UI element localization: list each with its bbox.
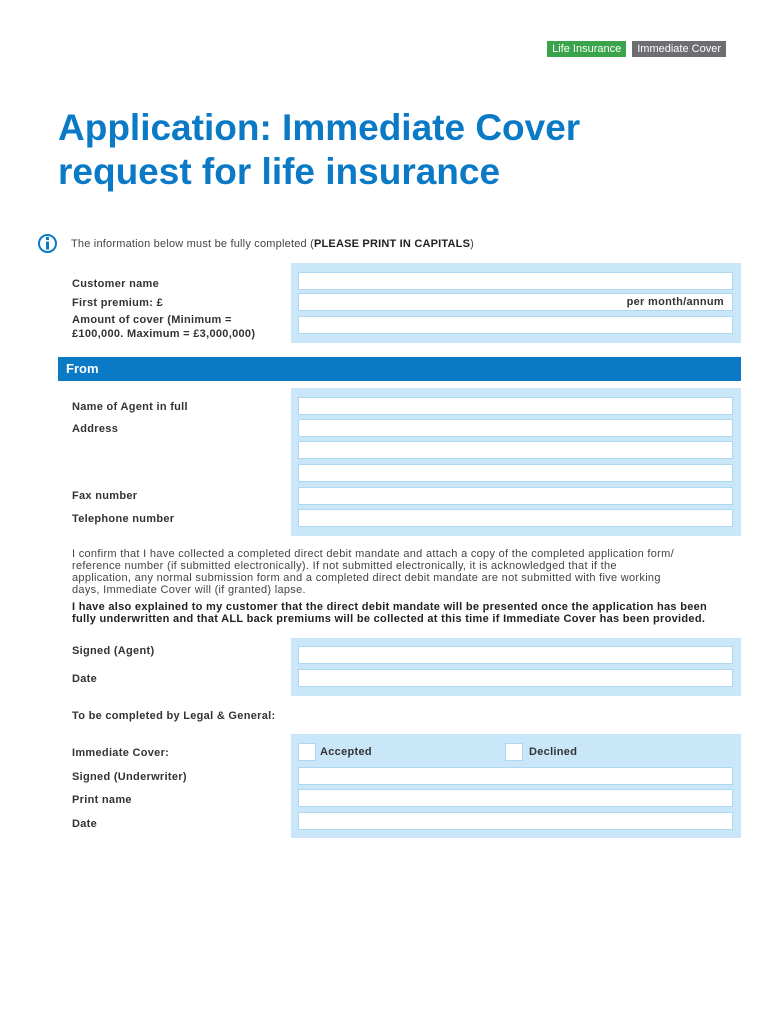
address-field-3[interactable] xyxy=(298,464,733,482)
info-text: The information below must be fully completed (PLEASE PRINT IN CAPITALS) xyxy=(71,237,474,250)
premium-frequency-label: per month/annum xyxy=(626,296,724,308)
fax-number-label: Fax number xyxy=(72,490,138,502)
telephone-number-field[interactable] xyxy=(298,509,733,527)
declined-label: Declined xyxy=(529,746,578,758)
amount-of-cover-label: Amount of cover (Minimum = £100,000. Maximum = £3,000,000) xyxy=(72,314,256,340)
immediate-cover-label: Immediate Cover: xyxy=(72,747,170,759)
underwriter-date-field[interactable] xyxy=(298,812,733,830)
agent-date-label: Date xyxy=(72,673,98,685)
fax-number-field[interactable] xyxy=(298,487,733,505)
page-title xyxy=(58,106,580,194)
signed-agent-field[interactable] xyxy=(298,646,733,664)
signed-underwriter-label: Signed (Underwriter) xyxy=(72,771,187,783)
first-premium-field[interactable] xyxy=(298,293,733,311)
print-name-label: Print name xyxy=(72,794,132,806)
signed-underwriter-field[interactable] xyxy=(298,767,733,785)
header-tags xyxy=(547,41,726,57)
info-icon xyxy=(38,234,57,253)
customer-name-field[interactable] xyxy=(298,272,733,290)
title-line-2: request for life insurance xyxy=(58,151,501,192)
first-premium-label: First premium: £ xyxy=(72,297,163,309)
print-name-field[interactable] xyxy=(298,789,733,807)
customer-name-label: Customer name xyxy=(72,278,160,290)
amount-of-cover-field[interactable] xyxy=(298,316,733,334)
declaration-text: I confirm that I have collected a completed direct debit mandate and attach a copy of the completed application form/ reference number (if submitted electronically). If not submitted electronically, it is acknowledged that if the application, any normal submission form and a completed direct debit mandate are not submitted with five working days, Immediate Cover will (if granted) lapse. xyxy=(72,548,674,596)
address-field-1[interactable] xyxy=(298,419,733,437)
legal-general-heading: To be completed by Legal & General: xyxy=(72,710,276,722)
tag-immediate-cover: Immediate Cover xyxy=(632,41,726,57)
agent-name-field[interactable] xyxy=(298,397,733,415)
underwriter-date-label: Date xyxy=(72,818,98,830)
agent-name-label: Name of Agent in full xyxy=(72,401,188,413)
accepted-checkbox[interactable] xyxy=(298,743,316,761)
info-note xyxy=(38,234,474,253)
declaration-bold-text: I have also explained to my customer that the direct debit mandate will be presented once the application has been fully underwritten and that ALL back premiums will be collected at this time if Immediate Cover has been provided. xyxy=(72,601,708,625)
telephone-number-label: Telephone number xyxy=(72,513,175,525)
address-field-2[interactable] xyxy=(298,441,733,459)
title-line-1: Application: Immediate Cover xyxy=(58,107,581,148)
signed-agent-label: Signed (Agent) xyxy=(72,645,155,657)
agent-date-field[interactable] xyxy=(298,669,733,687)
from-section-heading: From xyxy=(58,357,741,381)
accepted-label: Accepted xyxy=(320,746,372,758)
declined-checkbox[interactable] xyxy=(505,743,523,761)
tag-life-insurance: Life Insurance xyxy=(547,41,626,57)
address-label: Address xyxy=(72,423,119,435)
